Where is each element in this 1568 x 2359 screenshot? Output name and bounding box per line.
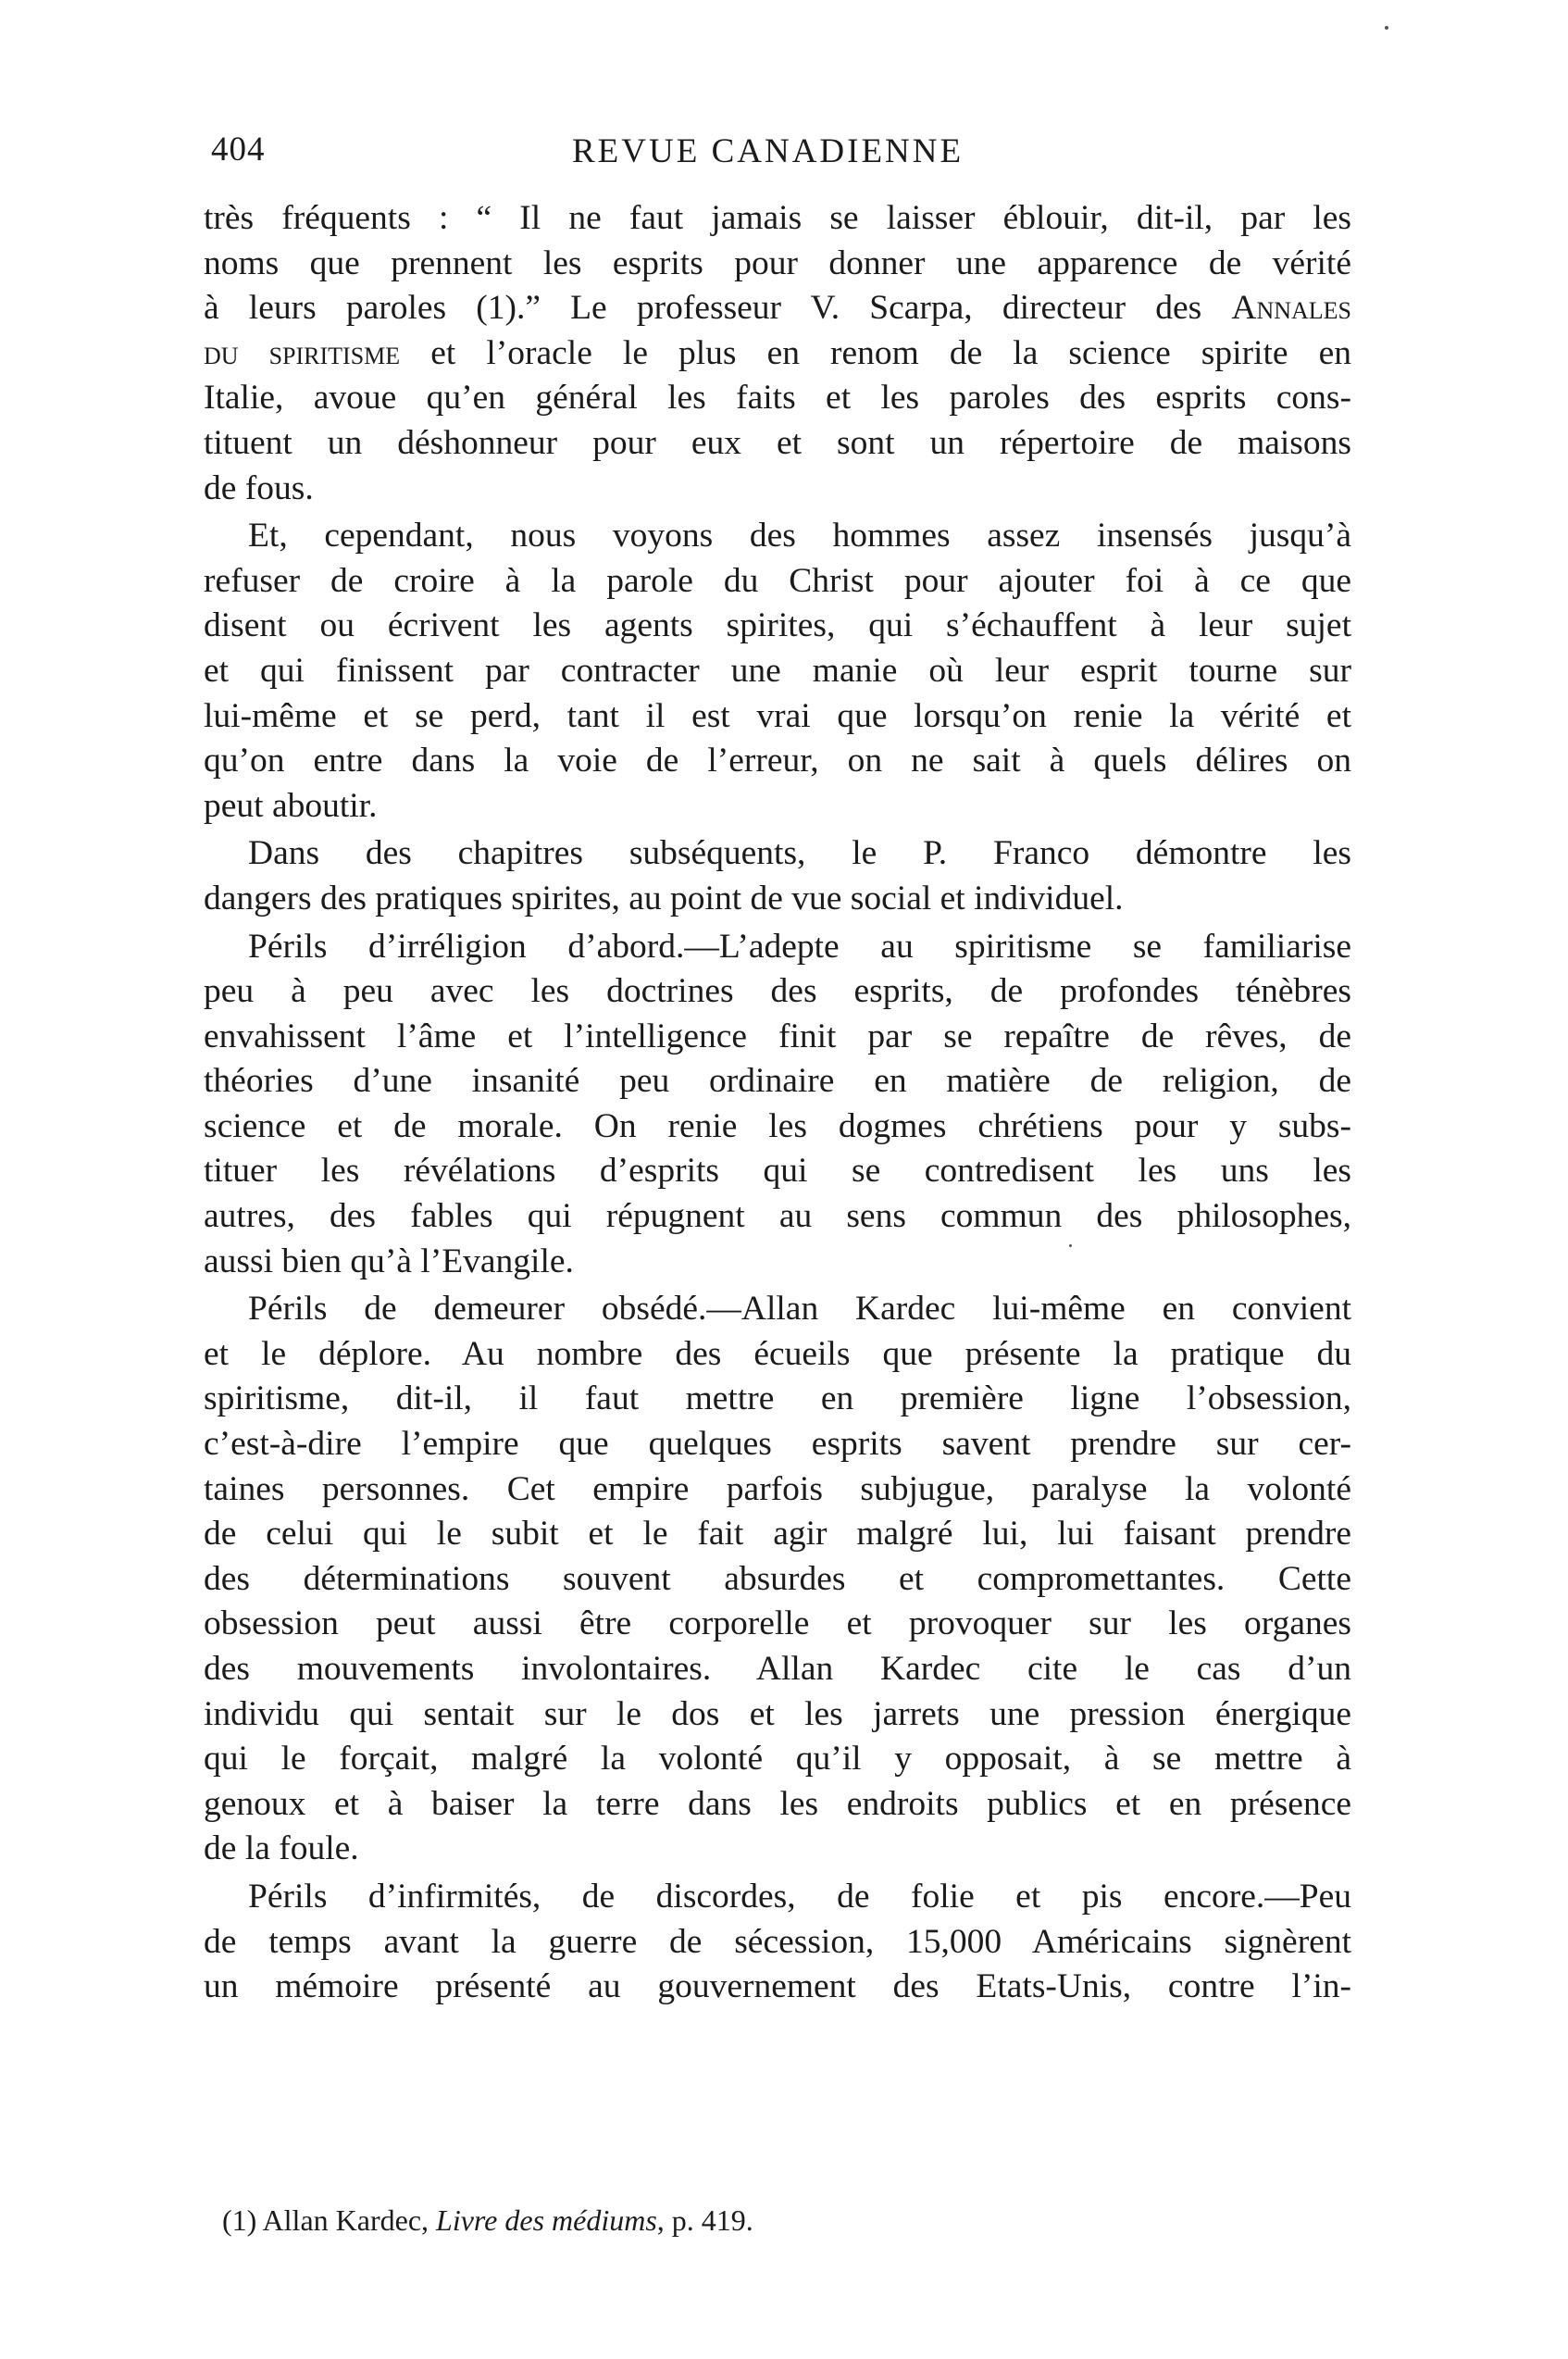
text-line: qui le forçait, malgré la volonté qu’il y opposait, à se mettre à — [204, 1740, 1351, 1779]
text-line: tituent un déshonneur pour eux et sont un répertoire de maisons — [204, 423, 1351, 462]
text-line: dangers des pratiques spirites, au point de vue social et individuel. — [204, 879, 1124, 917]
text-line: théories d’une insanité peu ordinaire en matière de religion, de — [204, 1062, 1351, 1101]
page-number: 404 — [211, 131, 266, 168]
text-line: et le déplore. Au nombre des écueils que présente la pratique du — [204, 1334, 1351, 1373]
text-line: refuser de croire à la parole du Christ pour ajouter foi à ce que — [204, 561, 1351, 600]
text-line: aussi bien qu’à l’Evangile. — [204, 1242, 574, 1280]
page-header — [211, 130, 1350, 185]
paragraph-5 — [204, 1287, 1351, 1872]
body-text — [204, 196, 1351, 2010]
footnote-rest: , p. 419. — [656, 2203, 753, 2237]
paragraph-4 — [204, 925, 1351, 1285]
text-line: autres, des fables qui répugnent au sens commun des philosophes, — [204, 1197, 1351, 1236]
text-fragment: à leurs paroles (1).” Le professeur V. Scarpa, directeur des — [204, 289, 1232, 328]
journal-name-part-2: du spiritisme — [204, 333, 401, 372]
text-line: de la foule. — [204, 1829, 359, 1868]
text-line — [204, 331, 1351, 377]
text-line: taines personnes. Cet empire parfois subjugue, paralyse la volonté — [204, 1469, 1351, 1508]
text-line: de temps avant la guerre de sécession, 15,000 Américains signèrent — [204, 1922, 1351, 1961]
footnote-title: Livre des médiums — [436, 2203, 657, 2237]
scan-speck — [1385, 26, 1388, 30]
paragraph-1 — [204, 196, 1351, 511]
text-line: Et, cependant, nous voyons des hommes assez insensés jusqu’à — [248, 517, 1351, 555]
journal-name-part-1: Annales — [1231, 289, 1351, 328]
text-line: très fréquents : “ Il ne faut jamais se laisser éblouir, dit-il, par les — [204, 199, 1351, 237]
text-line: Italie, avoue qu’en général les faits et les paroles des esprits cons- — [204, 379, 1351, 418]
text-line: lui-même et se perd, tant il est vrai que lorsqu’on renie la vérité et — [204, 696, 1351, 735]
text-line: Périls d’irréligion d’abord.—L’adepte au spiritisme se familiarise — [248, 927, 1351, 966]
text-line: de fous. — [204, 468, 314, 507]
text-line: individu qui sentait sur le dos et les jarrets une pression énergique — [204, 1694, 1351, 1733]
text-line: et qui finissent par contracter une manie où leur esprit tourne sur — [204, 651, 1351, 690]
text-line: disent ou écrivent les agents spirites, qui s’échauffent à leur sujet — [204, 606, 1351, 645]
text-line: des mouvements involontaires. Allan Kardec cite le cas d’un — [204, 1650, 1351, 1688]
running-title: REVUE CANADIENNE — [572, 132, 964, 170]
text-line: Dans des chapitres subséquents, le P. Franco démontre les — [248, 834, 1351, 873]
text-line: spiritisme, dit-il, il faut mettre en première ligne l’obsession, — [204, 1379, 1351, 1418]
paragraph-2 — [204, 514, 1351, 829]
text-line: un mémoire présenté au gouvernement des Etats-Unis, contre l’in- — [204, 1967, 1351, 2006]
text-line: envahissent l’âme et l’intelligence finit par se repaître de rêves, de — [204, 1017, 1351, 1055]
text-line: Périls de demeurer obsédé.—Allan Kardec lui-même en convient — [248, 1290, 1351, 1329]
text-line: Périls d’infirmités, de discordes, de folie et pis encore.—Peu — [248, 1877, 1351, 1916]
text-line: des déterminations souvent absurdes et compromettantes. Cette — [204, 1559, 1351, 1598]
text-line: science et de morale. On renie les dogmes chrétiens pour y subs- — [204, 1106, 1351, 1145]
text-line: tituer les révélations d’esprits qui se contredisent les uns les — [204, 1152, 1351, 1191]
text-line — [204, 286, 1351, 331]
footnote-marker: (1) Allan Kardec, — [222, 2203, 437, 2237]
text-fragment: et l’oracle le plus en renom de la science spirite en — [400, 333, 1351, 372]
text-line: peu à peu avec les doctrines des esprits, de profondes ténèbres — [204, 972, 1351, 1011]
text-line: peut aboutir. — [204, 786, 378, 825]
footnote — [222, 2202, 753, 2239]
text-line: qu’on entre dans la voie de l’erreur, on ne sait à quels délires on — [204, 742, 1351, 780]
text-line: genoux et à baiser la terre dans les endroits publics et en présence — [204, 1784, 1351, 1823]
text-line: obsession peut aussi être corporelle et provoquer sur les organes — [204, 1604, 1351, 1643]
text-line: c’est-à-dire l’empire que quelques esprits savent prendre sur cer- — [204, 1425, 1351, 1464]
paragraph-3 — [204, 831, 1351, 921]
text-line: de celui qui le subit et le fait agir malgré lui, lui faisant prendre — [204, 1515, 1351, 1554]
text-line: noms que prennent les esprits pour donner une apparence de vérité — [204, 243, 1351, 282]
scan-speck — [1069, 1244, 1072, 1247]
paragraph-6 — [204, 1875, 1351, 2010]
